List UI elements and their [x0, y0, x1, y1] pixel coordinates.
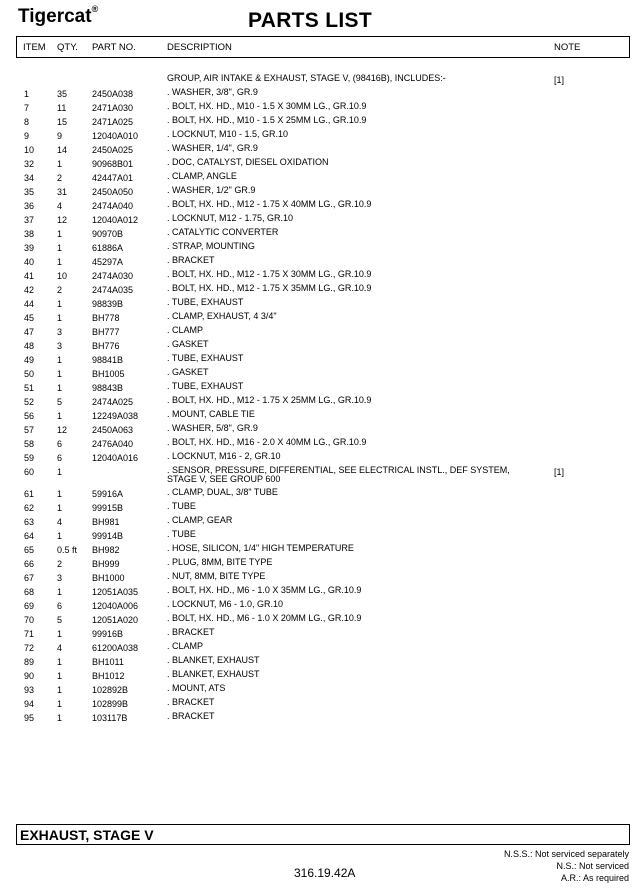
table-row: [0, 116, 641, 130]
qty-cell: 1: [57, 503, 63, 513]
description-cell: . CATALYTIC CONVERTER: [167, 227, 279, 237]
item-cell: 90: [24, 671, 35, 681]
part-no-cell: BH982: [92, 545, 120, 555]
page-number: 316.19.42A: [294, 866, 356, 880]
qty-cell: 6: [57, 601, 63, 611]
description-cell: . BOLT, HX. HD., M10 - 1.5 X 30MM LG., GR.10.9: [167, 101, 367, 111]
qty-cell: 2: [57, 173, 63, 183]
table-row: [0, 572, 641, 586]
legend: [504, 848, 629, 884]
item-cell: 57: [24, 425, 35, 435]
qty-cell: 1: [57, 383, 63, 393]
qty-cell: 1: [57, 411, 63, 421]
description-cell: . MOUNT, CABLE TIE: [167, 409, 255, 419]
description-cell: . HOSE, SILICON, 1/4" HIGH TEMPERATURE: [167, 543, 354, 553]
table-row: [0, 530, 641, 544]
table-row: [0, 74, 641, 88]
qty-cell: 3: [57, 573, 63, 583]
part-no-cell: BH777: [92, 327, 120, 337]
item-cell: 8: [24, 117, 30, 127]
part-no-cell: 98841B: [92, 355, 124, 365]
part-no-cell: 2474A025: [92, 397, 134, 407]
table-row: [0, 284, 641, 298]
description-cell: . BRACKET: [167, 627, 215, 637]
item-cell: 50: [24, 369, 35, 379]
table-row: [0, 410, 641, 424]
qty-cell: 1: [57, 489, 63, 499]
page-title: PARTS LIST: [248, 9, 372, 32]
qty-cell: 3: [57, 341, 63, 351]
part-no-cell: 98843B: [92, 383, 124, 393]
qty-cell: 3: [57, 327, 63, 337]
table-row: [0, 214, 641, 228]
table-row: [0, 396, 641, 410]
item-cell: 41: [24, 271, 35, 281]
description-cell: . TUBE, EXHAUST: [167, 381, 244, 391]
description-cell: . STRAP, MOUNTING: [167, 241, 255, 251]
qty-cell: 6: [57, 453, 63, 463]
qty-cell: 4: [57, 201, 63, 211]
description-cell: . TUBE, EXHAUST: [167, 297, 244, 307]
qty-cell: 1: [57, 369, 63, 379]
part-no-cell: 61200A038: [92, 643, 139, 653]
part-no-cell: 99916B: [92, 629, 124, 639]
description-cell: . BLANKET, EXHAUST: [167, 669, 260, 679]
item-cell: 9: [24, 131, 30, 141]
part-no-cell: 2450A063: [92, 425, 134, 435]
part-no-cell: 12051A035: [92, 587, 139, 597]
legend-nss: N.S.S.: Not serviced separately: [503, 849, 629, 859]
part-no-cell: 12040A016: [92, 453, 139, 463]
part-no-cell: 103117B: [92, 713, 128, 723]
table-row: [0, 256, 641, 270]
qty-cell: 31: [57, 187, 68, 197]
part-no-cell: 12040A010: [92, 131, 139, 141]
table-row: [0, 312, 641, 326]
part-no-cell: 12040A006: [92, 601, 139, 611]
description-cell: . TUBE: [167, 501, 196, 511]
item-cell: 61: [24, 489, 35, 499]
qty-cell: 10: [57, 271, 68, 281]
part-no-cell: 12249A038: [92, 411, 139, 421]
description-cell: . LOCKNUT, M16 - 2, GR.10: [167, 451, 281, 461]
part-no-cell: 2474A030: [92, 271, 134, 281]
part-no-cell: 59916A: [92, 489, 124, 499]
description-cell: . WASHER, 1/4", GR.9: [167, 143, 258, 153]
qty-cell: 12: [57, 425, 68, 435]
qty-cell: 1: [57, 629, 63, 639]
header-item: ITEM: [23, 42, 46, 53]
part-no-cell: 98839B: [92, 299, 124, 309]
table-row: [0, 466, 641, 488]
brand-name: Tigercat: [18, 6, 92, 27]
qty-cell: 12: [57, 215, 68, 225]
description-cell: GROUP, AIR INTAKE & EXHAUST, STAGE V, (98416B), INCLUDES:-: [167, 73, 446, 83]
item-cell: 45: [24, 313, 35, 323]
table-row: [0, 438, 641, 452]
table-row: [0, 452, 641, 466]
item-cell: 42: [24, 285, 35, 295]
table-row: [0, 656, 641, 670]
item-cell: 64: [24, 531, 35, 541]
description-cell: . MOUNT, ATS: [167, 683, 226, 693]
qty-cell: 5: [57, 397, 63, 407]
description-cell: . BRACKET: [167, 255, 215, 265]
part-no-cell: 90968B01: [92, 159, 134, 169]
item-cell: 35: [24, 187, 35, 197]
table-row: [0, 502, 641, 516]
qty-cell: 2: [57, 559, 63, 569]
item-cell: 52: [24, 397, 35, 407]
part-no-cell: 2474A035: [92, 285, 134, 295]
table-row: [0, 600, 641, 614]
qty-cell: 1: [57, 355, 63, 365]
item-cell: 47: [24, 327, 35, 337]
description-cell: . BRACKET: [167, 697, 215, 707]
description-cell: . CLAMP: [167, 641, 204, 651]
qty-cell: 1: [57, 699, 63, 709]
part-no-cell: 90970B: [92, 229, 124, 239]
description-cell: . LOCKNUT, M10 - 1.5, GR.10: [167, 129, 289, 139]
item-cell: 39: [24, 243, 35, 253]
description-cell: . NUT, 8MM, BITE TYPE: [167, 571, 266, 581]
part-no-cell: BH1011: [92, 657, 124, 667]
description-cell: . BOLT, HX. HD., M16 - 2.0 X 40MM LG., GR.10.9: [167, 437, 367, 447]
part-no-cell: BH1000: [92, 573, 125, 583]
header-note: NOTE: [554, 42, 581, 53]
table-row: [0, 354, 641, 368]
section-title: EXHAUST, STAGE V: [20, 827, 154, 843]
description-cell: . CLAMP, ANGLE: [167, 171, 237, 181]
item-cell: 59: [24, 453, 35, 463]
qty-cell: 4: [57, 643, 63, 653]
table-row: [0, 628, 641, 642]
table-row: [0, 158, 641, 172]
qty-cell: 1: [57, 467, 63, 477]
table-row: [0, 102, 641, 116]
item-cell: 44: [24, 299, 35, 309]
description-cell: . PLUG, 8MM, BITE TYPE: [167, 557, 273, 567]
description-cell: . TUBE: [167, 529, 196, 539]
table-row: [0, 326, 641, 340]
part-no-cell: 102892B: [92, 685, 129, 695]
item-cell: 67: [24, 573, 35, 583]
qty-cell: 14: [57, 145, 68, 155]
note-cell: [1]: [554, 75, 565, 85]
part-no-cell: BH999: [92, 559, 120, 569]
part-no-cell: 42447A01: [92, 173, 134, 183]
item-cell: 38: [24, 229, 35, 239]
table-row: [0, 614, 641, 628]
table-row: [0, 298, 641, 312]
description-cell: . BOLT, HX. HD., M12 - 1.75 X 35MM LG., GR.10.9: [167, 283, 372, 293]
item-cell: 70: [24, 615, 35, 625]
part-no-cell: 99914B: [92, 531, 124, 541]
part-no-cell: 12040A012: [92, 215, 139, 225]
qty-cell: 6: [57, 439, 63, 449]
description-cell: . CLAMP: [167, 325, 204, 335]
part-no-cell: BH981: [92, 517, 120, 527]
table-row: [0, 200, 641, 214]
table-row: [0, 684, 641, 698]
qty-cell: 1: [57, 713, 63, 723]
table-row: [0, 642, 641, 656]
table-row: [0, 516, 641, 530]
description-cell: . LOCKNUT, M12 - 1.75, GR.10: [167, 213, 294, 223]
qty-cell: 1: [57, 313, 63, 323]
part-no-cell: 61886A: [92, 243, 124, 253]
table-row: [0, 382, 641, 396]
qty-cell: 1: [57, 685, 63, 695]
item-cell: 34: [24, 173, 35, 183]
description-cell: . BRACKET: [167, 711, 215, 721]
qty-cell: 5: [57, 615, 63, 625]
description-cell: . BOLT, HX. HD., M10 - 1.5 X 25MM LG., GR.10.9: [167, 115, 367, 125]
description-cell: . WASHER, 5/8", GR.9: [167, 423, 258, 433]
table-row: [0, 712, 641, 726]
item-cell: 10: [24, 145, 35, 155]
description-cell: . BOLT, HX. HD., M12 - 1.75 X 25MM LG., GR.10.9: [167, 395, 372, 405]
table-row: [0, 144, 641, 158]
table-row: [0, 340, 641, 354]
table-row: [0, 88, 641, 102]
item-cell: 51: [24, 383, 35, 393]
description-cell: . CLAMP, GEAR: [167, 515, 233, 525]
item-cell: 49: [24, 355, 35, 365]
item-cell: 37: [24, 215, 35, 225]
description-cell: . GASKET: [167, 339, 209, 349]
table-row: [0, 586, 641, 600]
header-description: DESCRIPTION: [167, 42, 232, 53]
qty-cell: 9: [57, 131, 63, 141]
part-no-cell: 2450A038: [92, 89, 134, 99]
description-cell: . DOC, CATALYST, DIESEL OXIDATION: [167, 157, 329, 167]
part-no-cell: 45297A: [92, 257, 124, 267]
qty-cell: 35: [57, 89, 68, 99]
note-cell: [1]: [554, 467, 565, 477]
qty-cell: 2: [57, 285, 63, 295]
item-cell: 60: [24, 467, 35, 477]
part-no-cell: 99915B: [92, 503, 124, 513]
qty-cell: 1: [57, 299, 63, 309]
table-row: [0, 544, 641, 558]
table-row: [0, 270, 641, 284]
qty-cell: 1: [57, 257, 63, 267]
item-cell: 65: [24, 545, 35, 555]
item-cell: 7: [24, 103, 30, 113]
part-no-cell: 2474A040: [92, 201, 134, 211]
header-part-no: PART NO.: [92, 42, 136, 53]
item-cell: 32: [24, 159, 35, 169]
item-cell: 56: [24, 411, 35, 421]
qty-cell: 1: [57, 229, 63, 239]
description-cell: . TUBE, EXHAUST: [167, 353, 244, 363]
item-cell: 95: [24, 713, 35, 723]
description-cell: . BLANKET, EXHAUST: [167, 655, 260, 665]
qty-cell: 11: [57, 103, 67, 113]
table-row: [0, 130, 641, 144]
item-cell: 68: [24, 587, 35, 597]
parts-table: [0, 74, 641, 726]
description-cell: . WASHER, 1/2" GR.9: [167, 185, 256, 195]
qty-cell: 1: [57, 531, 63, 541]
table-row: [0, 488, 641, 502]
part-no-cell: 102899B: [92, 699, 129, 709]
part-no-cell: 2450A025: [92, 145, 134, 155]
table-row: [0, 698, 641, 712]
brand-logo: [18, 3, 99, 28]
part-no-cell: 2471A025: [92, 117, 134, 127]
part-no-cell: BH778: [92, 313, 120, 323]
item-cell: 1: [24, 89, 30, 99]
item-cell: 89: [24, 657, 35, 667]
part-no-cell: 2476A040: [92, 439, 134, 449]
item-cell: 71: [24, 629, 35, 639]
qty-cell: 1: [57, 587, 63, 597]
qty-cell: 0.5 ft: [57, 545, 78, 555]
item-cell: 94: [24, 699, 35, 709]
table-row: [0, 670, 641, 684]
description-cell: . SENSOR, PRESSURE, DIFFERENTIAL, SEE ELECTRICAL INSTL., DEF SYSTEM, STAGE V, SEE GROUP 600: [167, 465, 510, 484]
item-cell: 40: [24, 257, 35, 267]
table-row: [0, 242, 641, 256]
description-cell: . CLAMP, DUAL, 3/8" TUBE: [167, 487, 278, 497]
table-row: [0, 558, 641, 572]
qty-cell: 1: [57, 657, 63, 667]
part-no-cell: 12051A020: [92, 615, 139, 625]
qty-cell: 4: [57, 517, 63, 527]
registered-mark: ®: [91, 3, 99, 14]
item-cell: 93: [24, 685, 35, 695]
table-row: [0, 228, 641, 242]
part-no-cell: 2471A030: [92, 103, 134, 113]
description-cell: . LOCKNUT, M6 - 1.0, GR.10: [167, 599, 284, 609]
description-cell: . WASHER, 3/8", GR.9: [167, 87, 258, 97]
item-cell: 63: [24, 517, 35, 527]
item-cell: 62: [24, 503, 35, 513]
description-cell: . BOLT, HX. HD., M12 - 1.75 X 30MM LG., GR.10.9: [167, 269, 372, 279]
table-row: [0, 368, 641, 382]
part-no-cell: 2450A050: [92, 187, 134, 197]
description-cell: . BOLT, HX. HD., M6 - 1.0 X 35MM LG., GR.10.9: [167, 585, 362, 595]
item-cell: 58: [24, 439, 35, 449]
item-cell: 48: [24, 341, 35, 351]
part-no-cell: BH776: [92, 341, 120, 351]
qty-cell: 1: [57, 671, 63, 681]
part-no-cell: BH1005: [92, 369, 125, 379]
part-no-cell: BH1012: [92, 671, 125, 681]
legend-ns: N.S.: Not serviced: [556, 861, 629, 871]
description-cell: . BOLT, HX. HD., M12 - 1.75 X 40MM LG., GR.10.9: [167, 199, 372, 209]
qty-cell: 1: [57, 243, 63, 253]
description-cell: . CLAMP, EXHAUST, 4 3/4": [167, 311, 277, 321]
legend-ar: A.R.: As required: [560, 873, 629, 883]
description-cell: . GASKET: [167, 367, 209, 377]
qty-cell: 1: [57, 159, 63, 169]
table-row: [0, 186, 641, 200]
item-cell: 36: [24, 201, 35, 211]
item-cell: 72: [24, 643, 35, 653]
qty-cell: 15: [57, 117, 68, 127]
item-cell: 66: [24, 559, 35, 569]
table-row: [0, 172, 641, 186]
description-cell: . BOLT, HX. HD., M6 - 1.0 X 20MM LG., GR.10.9: [167, 613, 362, 623]
item-cell: 69: [24, 601, 35, 611]
header-qty: QTY.: [57, 42, 78, 53]
table-row: [0, 424, 641, 438]
